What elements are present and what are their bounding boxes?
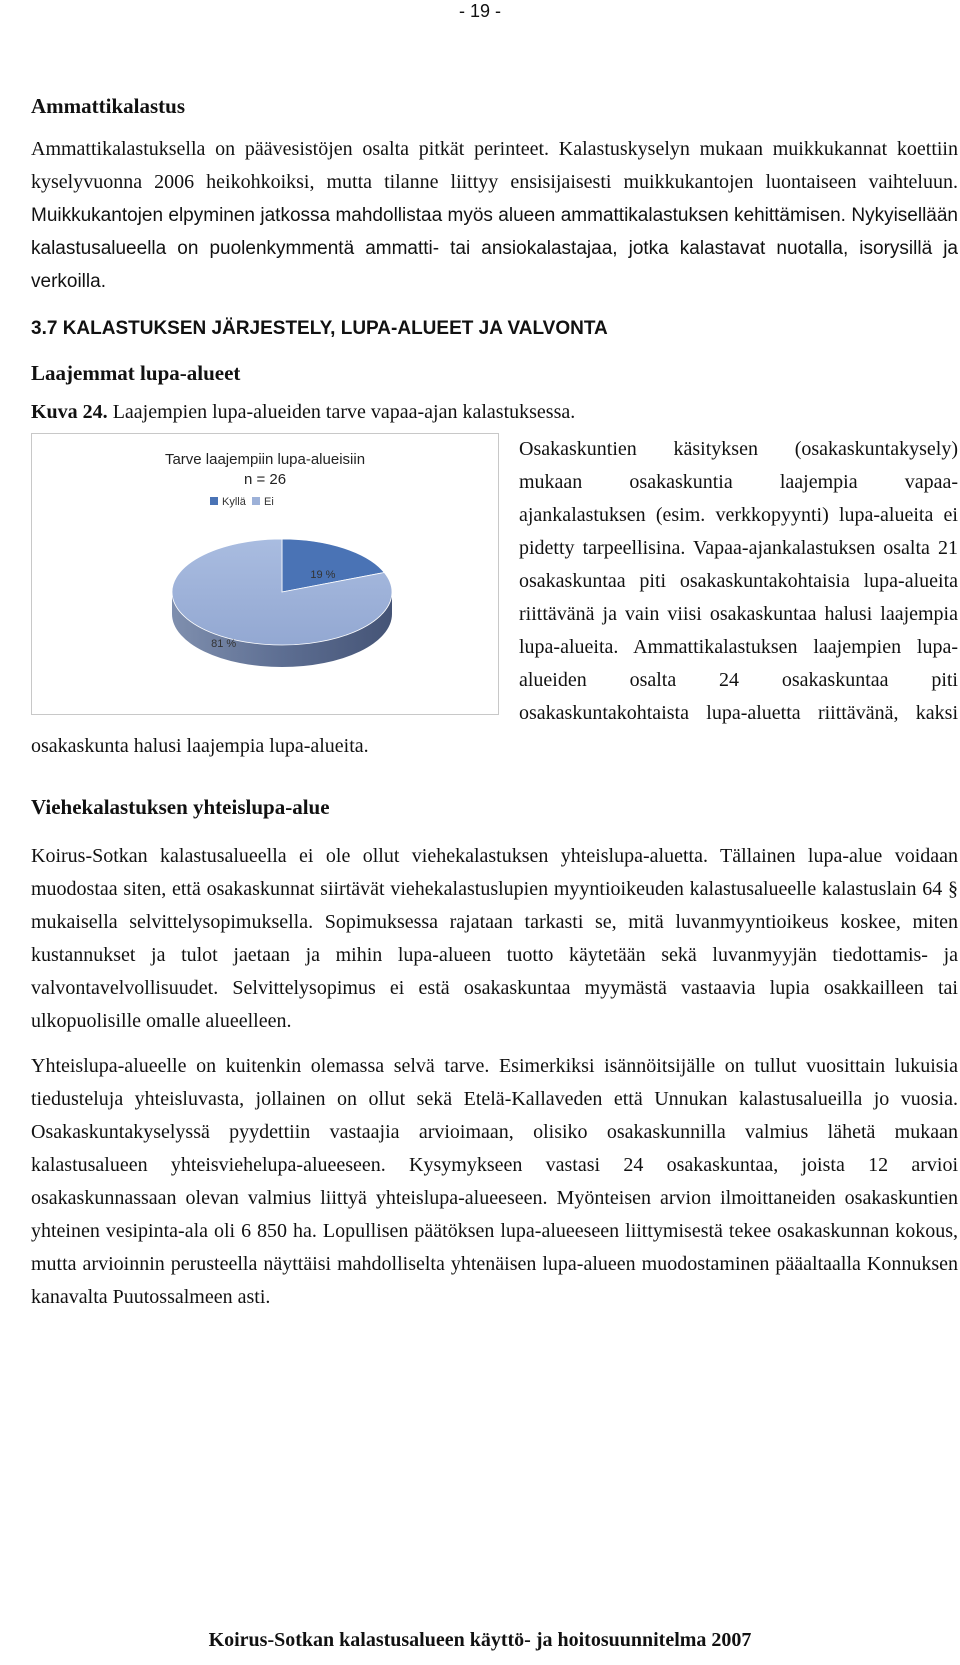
subheading-viehekalastus: Viehekalastuksen yhteislupa-alue [31, 795, 330, 819]
figure-caption [31, 396, 958, 429]
pie-group [172, 539, 392, 667]
section-heading-3-7: 3.7 KALASTUKSEN JÄRJESTELY, LUPA-ALUEET JA VALVONTA [31, 318, 608, 339]
subheading-laajemmat: Laajemmat lupa-alueet [31, 361, 241, 385]
paragraph-2: Osakaskuntien käsityksen (osakaskuntakysely) mukaan osakaskuntia laajempia vapaa-ajankalastuksen (esim. verkkopyynti) lupa-alueita ei pidetty tarpeellisina. Vapaa-ajankalastuksen osalta 21 osakaskuntaa piti osakaskuntakohtaisia lupa-alueita riittävänä ja vain viisi osakaskuntaa halusi laajempia lupa-alueita. Ammattikalastuksen laajempien lupa-alueiden osalta 24 osakaskuntaa piti osakaskuntakohtaista lupa-aluetta riittävänä, kaksi osakaskunta halusi laajempia lupa-alueita. [31, 438, 958, 757]
legend-label-1: Ei [264, 496, 274, 508]
chart-subtitle: n = 26 [243, 471, 287, 488]
legend-label-0: Kyllä [222, 496, 246, 508]
paragraph-3: Koirus-Sotkan kalastusalueella ei ole ollut viehekalastuksen yhteislupa-aluetta. Tällainen lupa-alue voidaan muodostaa siten, että osakaskunnat siirtävät viehekalastuslupien myyntioikeuden kalastusalueelle kalastuslain 64 § mukaisella selvittelysopimuksella. Sopimuksessa rajataan tarkasti se, mitä luvanmyyntioikeus koskee, miten kustannukset ja tulot jaetaan ja mihin lupa-alueen tuotto käytetään sekä luvanmyyjän tiedottamis- ja valvontavelvollisuudet. Selvittelysopimus ei estä osakaskuntaa myymästä vastaavia lupia osakkailleen tai ulkopuolisille omalle alueelleen. [31, 845, 958, 1032]
legend-swatch-1 [252, 497, 260, 505]
figure-label: Kuva 24. [31, 401, 108, 423]
figure-caption-text: Laajempien lupa-alueiden tarve vapaa-ajan kalastuksessa. [112, 401, 576, 423]
legend-swatch-0 [210, 497, 218, 505]
chart-title: Tarve laajempiin lupa-alueisiin [164, 451, 366, 468]
section-heading-ammattikalastus: Ammattikalastus [31, 94, 186, 118]
page-content [31, 90, 958, 1314]
paragraph-1b: Muikkukantojen elpyminen jatkossa mahdollistaa myös alueen ammattikalastuksen kehittämisen. Nykyisellään kalastusalueella on puolenkymmentä ammatti- tai ansiokalastajaa, jotka kalastavat nuotalla, isorysillä ja verkoilla. [31, 205, 958, 292]
page-footer: Koirus-Sotkan kalastusalueen käyttö- ja hoitosuunnitelma 2007 [208, 1629, 752, 1651]
pie-chart [31, 433, 499, 715]
pie-label-0: 19 % [310, 569, 336, 582]
chart-legend [210, 496, 274, 508]
paragraph-1a: Ammattikalastuksella on päävesistöjen osalta pitkät perinteet. Kalastuskyselyn mukaan muikkukannat koettiin kyselyvuonna 2006 heikohkoiksi, mutta tilanne liittyy ensisijaisesti muikkukantojen luontaiseen vaihteluun. [31, 138, 958, 193]
page-number: - 19 - [458, 1, 501, 21]
paragraph-1 [31, 133, 958, 298]
pie-chart-svg [32, 434, 498, 714]
chart-and-text [31, 433, 958, 763]
pie-label-1: 81 % [211, 638, 237, 651]
paragraph-4: Yhteislupa-alueelle on kuitenkin olemassa selvä tarve. Esimerkiksi isännöitsijälle on tullut vuosittain lukuisia tiedusteluja yhteisluvasta, jollainen on ollut sekä Etelä-Kallaveden että Unnukan kalastusalueilla jo vuosia. Osakaskuntakyselyssä pyydettiin vastaajia arvioimaan, olisiko osakaskunnilla valmius lähetä mukaan kalastusalueen yhteisviehelupa-alueeseen. Kysymykseen vastasi 24 osakaskuntaa, joista 12 arvioi osakaskunnassaan olevan valmius liittyä yhteislupa-alueeseen. Myönteisen arvion ilmoittaneiden osakaskuntien yhteinen vesipinta-ala oli 6 850 ha. Lopullisen päätöksen lupa-alueeseen liittymisestä tekee osakaskunnan kokous, mutta arvioinnin perusteella näyttäisi mahdolliselta yhtenäisen lupa-alueen muodostaminen pääaltaalla Konnuksen kanavalta Puutossalmeen asti. [31, 1055, 958, 1308]
